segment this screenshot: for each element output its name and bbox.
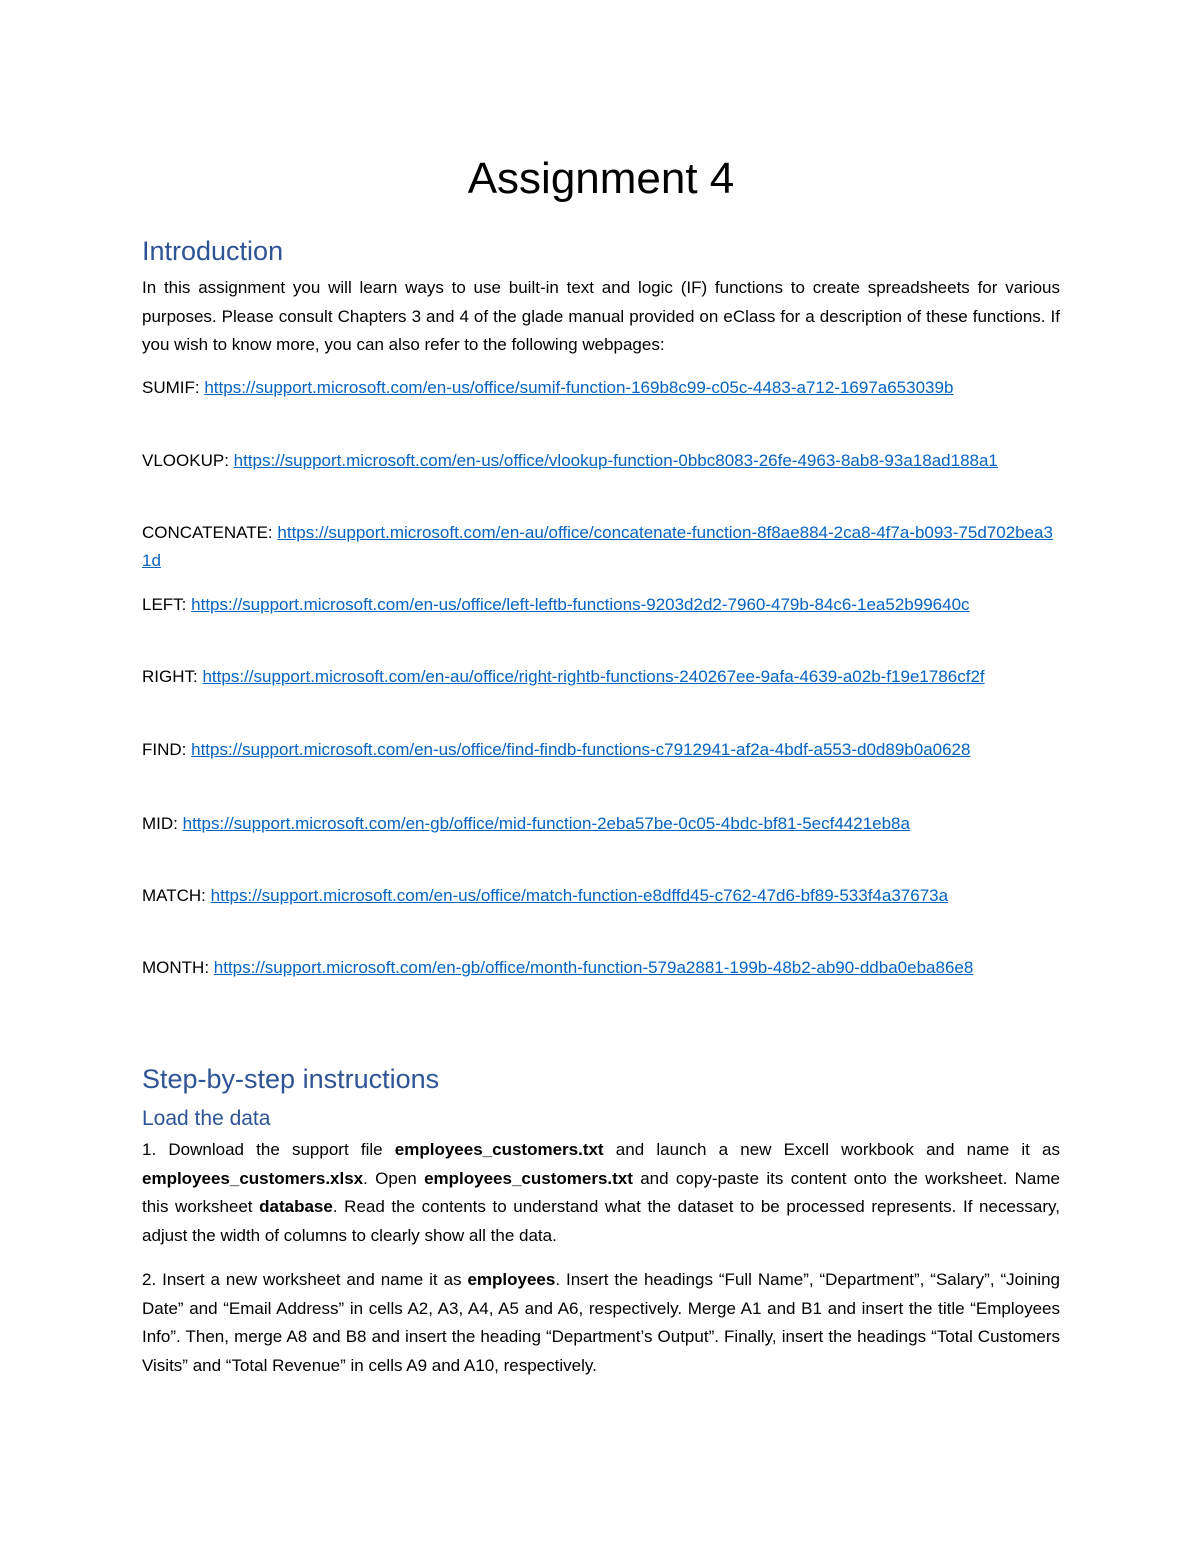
step-number: 1. <box>142 1140 157 1159</box>
step-number: 2. <box>142 1270 157 1289</box>
link-label: VLOOKUP: <box>142 451 229 470</box>
link-label: MONTH: <box>142 958 210 977</box>
link-entry-find <box>142 736 1060 764</box>
step-2-paragraph <box>142 1266 1060 1380</box>
introduction-paragraph: In this assignment you will learn ways to use built-in text and logic (IF) functions to create spreadsheets for various purposes. Please consult Chapters 3 and 4 of the glade manual provided on eClass for a description of these functions. If you wish to know more, you can also refer to the following webpages: <box>142 278 1060 354</box>
vlookup-link[interactable]: https://support.microsoft.com/en-us/office/vlookup-function-0bbc8083-26fe-4963-8ab8-93a18ad188a1 <box>233 451 998 470</box>
link-label: FIND: <box>142 740 187 759</box>
left-link[interactable]: https://support.microsoft.com/en-us/office/left-leftb-functions-9203d2d2-7960-479b-84c6-1ea52b99640c <box>191 595 970 614</box>
link-entry-month <box>142 954 1060 982</box>
match-link[interactable]: https://support.microsoft.com/en-us/office/match-function-e8dffd45-c762-47d6-bf89-533f4a37673a <box>210 886 949 905</box>
link-label: MATCH: <box>142 886 206 905</box>
find-link[interactable]: https://support.microsoft.com/en-us/office/find-findb-functions-c7912941-af2a-4bdf-a553-d0d89b0a0628 <box>191 740 971 759</box>
link-entry-sumif <box>142 374 1060 402</box>
step-text: and copy-paste its content onto the worksheet. Name this worksheet <box>142 1168 1060 1216</box>
instructions-heading: Step-by-step instructions <box>142 1064 440 1094</box>
link-label: LEFT: <box>142 595 187 614</box>
mid-link[interactable]: https://support.microsoft.com/en-gb/office/mid-function-2eba57be-0c05-4bdc-bf81-5ecf4421eb8a <box>182 814 910 833</box>
document-title: Assignment 4 <box>467 154 735 203</box>
link-label: CONCATENATE: <box>142 523 273 542</box>
sumif-link[interactable]: https://support.microsoft.com/en-us/office/sumif-function-169b8c99-c05c-4483-a712-1697a653039b <box>204 378 954 397</box>
introduction-heading: Introduction <box>142 236 284 266</box>
link-entry-left <box>142 591 1060 619</box>
step-text: . Open <box>363 1168 425 1188</box>
step-text: . Read the contents to understand what the dataset to be processed represents. If necessary, adjust the width of columns to clearly show all the data. <box>142 1197 1060 1245</box>
step-1-paragraph <box>142 1136 1060 1250</box>
link-entry-concatenate <box>142 519 1060 575</box>
right-link[interactable]: https://support.microsoft.com/en-au/office/right-rightb-functions-240267ee-9afa-4639-a02b-f19e1786cf2f <box>202 667 985 686</box>
load-data-subheading: Load the data <box>142 1107 271 1130</box>
worksheet-name: database <box>259 1197 333 1216</box>
filename-xlsx: employees_customers.xlsx <box>142 1168 364 1188</box>
link-label: RIGHT: <box>142 667 198 686</box>
step-text: Download the support file <box>156 1140 395 1159</box>
filename-txt: employees_customers.txt <box>394 1140 604 1159</box>
worksheet-name: employees <box>467 1270 556 1289</box>
step-text: . Insert the headings “Full Name”, “Department”, “Salary”, “Joining Date” and “Email Address” in cells A2, A3, A4, A5 and A6, respectively. Merge A1 and B1 and insert the title “Employees Info”. Then, merge A8 and B8 and insert the heading “Department’s Output”. Finally, insert the headings “Total Customers Visits” and “Total Revenue” in cells A9 and A10, respectively. <box>142 1270 1060 1375</box>
link-label: MID: <box>142 814 178 833</box>
link-label: SUMIF: <box>142 378 200 397</box>
link-entry-mid <box>142 810 1060 838</box>
month-link[interactable]: https://support.microsoft.com/en-gb/office/month-function-579a2881-199b-48b2-ab90-ddba0eba86e8 <box>213 958 974 977</box>
concatenate-link[interactable]: https://support.microsoft.com/en-au/office/concatenate-function-8f8ae884-2ca8-4f7a-b093-75d702bea31d <box>142 523 1053 570</box>
link-entry-right <box>142 663 1060 691</box>
step-text: Insert a new worksheet and name it as <box>156 1270 468 1289</box>
link-entry-vlookup <box>142 447 1060 475</box>
link-entry-match <box>142 882 1060 910</box>
filename-txt: employees_customers.txt <box>424 1168 633 1188</box>
step-text: and launch a new Excell workbook and name it as <box>603 1140 1060 1159</box>
